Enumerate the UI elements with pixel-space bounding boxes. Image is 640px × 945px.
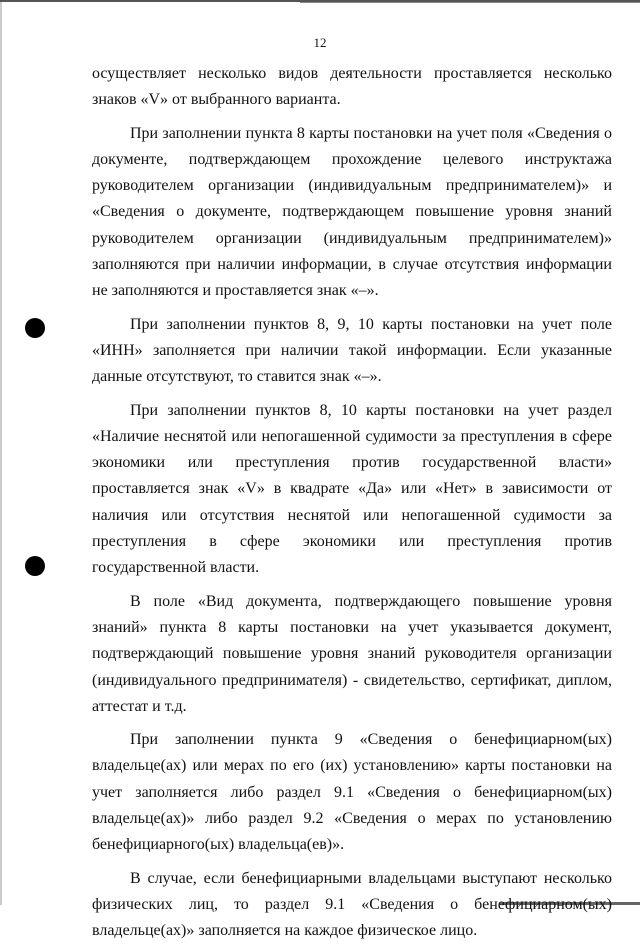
- page-number: 12: [313, 35, 327, 50]
- punch-hole-top: [25, 318, 45, 338]
- paragraph-1: осуществляет несколько видов деятельности проставляется несколько знаков «V» от выбранного варианта.: [92, 65, 612, 109]
- paragraph-2: При заполнении пункта 8 карты постановки на учет поля «Сведения о документе, подтверждающем прохождение целевого инструктажа руководителем организации (индивидуальным предпринимателем)» и «Сведения о документе, подтверждающем повышение уровня знаний руководителем организации (индивидуальным предпринимателем)» заполняются при наличии информации, в случае отсутствия информации не заполняются и проставляется знак «–».: [92, 124, 612, 300]
- paragraph-5: В поле «Вид документа, подтверждающего повышение уровня знаний» пункта 8 карты постановки на учет указывается документ, подтверждающий повышение уровня знаний руководителя организации (индивидуального предпринимателя) - свидетельство, сертификат, диплом, аттестат и т.д.: [92, 592, 612, 715]
- paragraph-6: При заполнении пункта 9 «Сведения о бенефициарном(ых) владельце(ах) или мерах по его (их) установлению» карты постановки на учет заполняется либо раздел 9.1 «Сведения о бенефициарном(ых) владельце(ах)» либо раздел 9.2 «Сведения о мерах по установлению бенефициарного(ых) владельца(ев)».: [92, 731, 612, 854]
- paragraph-3: При заполнении пунктов 8, 9, 10 карты постановки на учет поле «ИНН» заполняется при наличии такой информации. Если указанные данные отсутствуют, то ставится знак «–».: [92, 315, 612, 386]
- scan-top-line: [300, 2, 640, 3]
- document-body: [92, 61, 612, 945]
- punch-hole-bottom: [25, 556, 45, 576]
- paragraph-7: В случае, если бенефициарными владельцами выступают несколько физических лиц, то раздел 9.1 «Сведения о бенефициарном(ых) владельце(ах)» заполняется на каждое физическое лицо.: [92, 869, 612, 940]
- paragraph-4: При заполнении пунктов 8, 10 карты постановки на учет раздел «Наличие неснятой или непогашенной судимости за преступления в сфере экономики или преступления против государственной власти» проставляется знак «V» в квадрате «Да» или «Нет» в зависимости от наличия или отсутствия неснятой или непогашенной судимости за преступления в сфере экономики или преступления против государственной власти.: [92, 401, 612, 577]
- scan-edge: [0, 0, 2, 905]
